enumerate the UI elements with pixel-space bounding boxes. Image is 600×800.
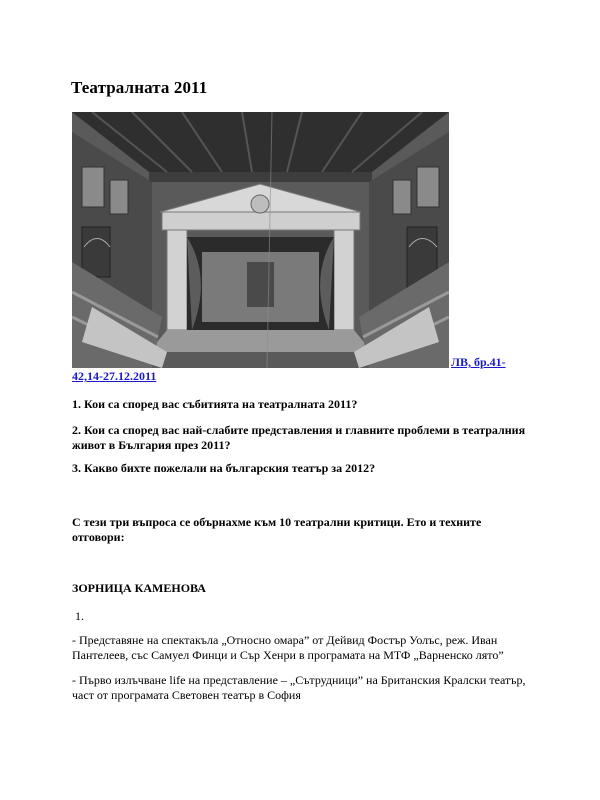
source-link[interactable]: ЛВ, бр.41- — [451, 355, 506, 369]
question-2: 2. Кои са според вас най-слабите представления и главните проблеми в театралния живот в България през 2011? — [72, 423, 526, 452]
source-link-continued[interactable]: 42,14-27.12.2011 — [72, 369, 157, 383]
page-title: Театралната 2011 — [71, 78, 208, 97]
answer-number: 1. — [75, 609, 84, 623]
theatre-interior-photo — [72, 112, 449, 368]
author-heading: ЗОРНИЦА КАМЕНОВА — [72, 581, 206, 595]
answer-item: - Първо излъчване life на представление – „Сътрудници” на Британския Кралски театър, част от програмата Световен театър в София — [72, 673, 526, 702]
question-3: 3. Какво бихте пожелали на българския театър за 2012? — [72, 461, 376, 475]
answer-item: - Представяне на спектакъла „Относно омара” от Дейвид Фостър Уолъс, реж. Иван Пантелеев, със Самуел Финци и Сър Хенри в програмата на МТФ „Варненско лято” — [72, 633, 504, 662]
question-1: 1. Кои са според вас събитията на театралната 2011? — [72, 397, 358, 411]
intro-paragraph: С тези три въпроса се обърнахме към 10 театрални критици. Ето и техните отговори: — [72, 515, 482, 544]
